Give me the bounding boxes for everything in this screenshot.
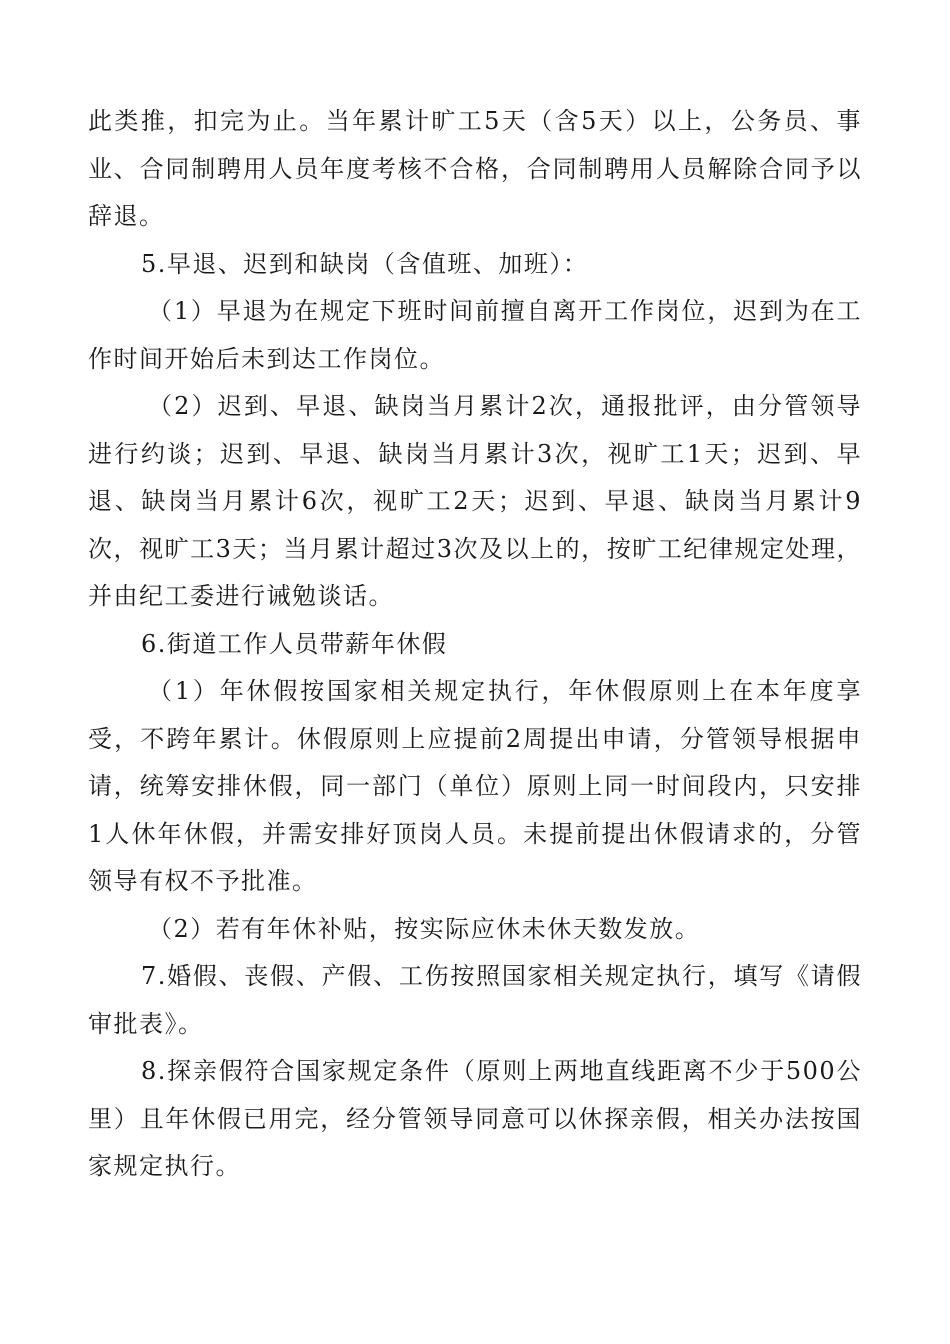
paragraph-item-6-heading: 6.街道工作人员带薪年休假 — [141, 629, 448, 658]
paragraph-item-5-1: （1）早退为在规定下班时间前擅自离开工作岗位，迟到为在工作时间开始后未到达工作岗位。 — [88, 297, 862, 373]
paragraph-item-7: 7.婚假、丧假、产假、工伤按照国家相关规定执行，填写《请假审批表》。 — [88, 962, 862, 1038]
paragraph-item-5-2: （2）迟到、早退、缺岗当月累计2次，通报批评，由分管领导进行约谈；迟到、早退、缺岗当月累计3次，视旷工1天；迟到、早退、缺岗当月累计6次，视旷工2天；迟到、早退、缺岗当月累计9次，视旷工3天；当月累计超过3次及以上的，按旷工纪律规定处理，并由纪工委进行诫勉谈话。 — [88, 392, 862, 610]
document-body — [88, 98, 862, 1191]
paragraph-item-6-2: （2）若有年休补贴，按实际应休未休天数发放。 — [148, 914, 701, 943]
paragraph-absence-penalty-continued: 此类推，扣完为止。当年累计旷工5天（含5天）以上，公务员、事业、合同制聘用人员年度考核不合格，合同制聘用人员解除合同予以辞退。 — [88, 107, 862, 230]
paragraph-item-8: 8.探亲假符合国家规定条件（原则上两地直线距离不少于500公里）且年休假已用完，经分管领导同意可以休探亲假，相关办法按国家规定执行。 — [88, 1057, 862, 1180]
paragraph-item-5-heading: 5.早退、迟到和缺岗（含值班、加班）： — [141, 249, 589, 278]
paragraph-item-6-1: （1）年休假按国家相关规定执行，年休假原则上在本年度享受，不跨年累计。休假原则上应提前2周提出申请，分管领导根据申请，统筹安排休假，同一部门（单位）原则上同一时间段内，只安排1人休年休假，并需安排好顶岗人员。未提前提出休假请求的，分管领导有权不予批准。 — [88, 677, 862, 895]
